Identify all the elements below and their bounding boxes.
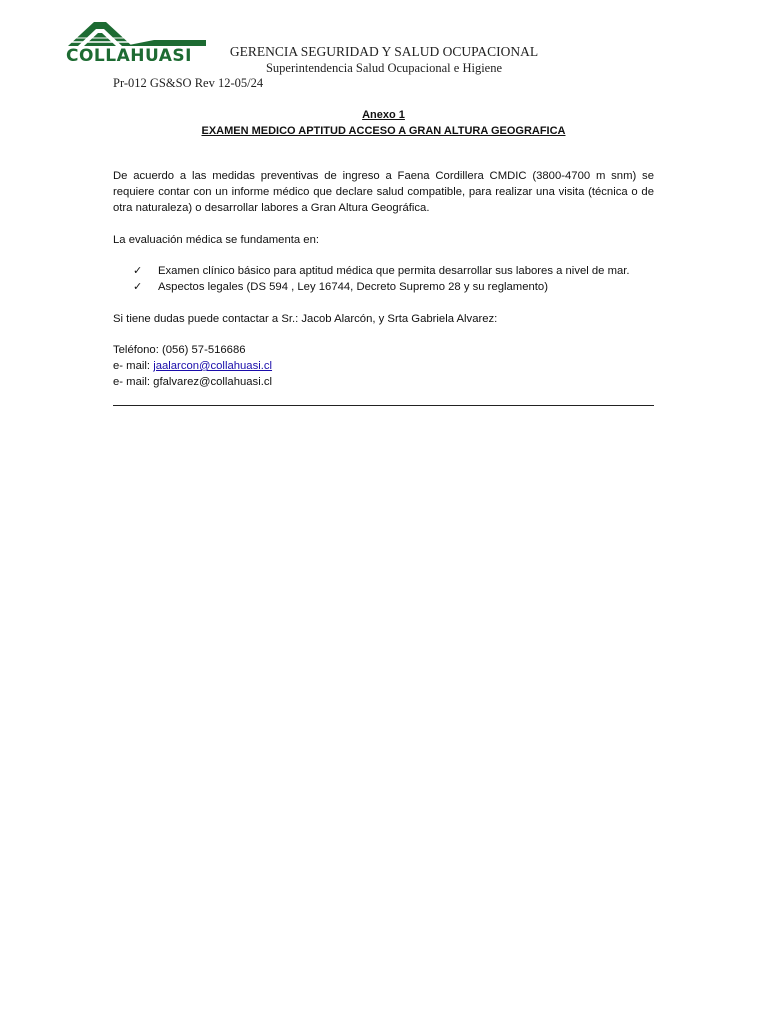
list-item (133, 279, 630, 295)
email-link[interactable]: jaalarcon@collahuasi.cl (153, 360, 273, 372)
check-icon: ✓ (133, 264, 143, 277)
header-subtitle: Superintendencia Salud Ocupacional e Higiene (265, 61, 503, 75)
check-icon: ✓ (133, 280, 143, 293)
email-prefix: e- mail: (113, 360, 154, 372)
requirements-list (133, 263, 630, 295)
contact-block (113, 342, 272, 390)
company-logo (64, 20, 206, 66)
document-code: Pr-012 GS&SO Rev 12-05/24 (113, 76, 264, 90)
intro-paragraph: De acuerdo a las medidas preventivas de ingreso a Faena Cordillera CMDIC (3800-4700 m snm) se requiere contar con un informe médico que declare salud compatible, para realizar una visita (técnica o de otra naturaleza) o desarrollar labores a Gran Altura Geográfica. (113, 170, 654, 214)
list-item (133, 263, 630, 279)
mountain-logo-icon (64, 20, 206, 48)
list-item-text: Aspectos legales (DS 594 , Ley 16744, Decreto Supremo 28 y su reglamento) (158, 281, 548, 293)
email-line: e- mail: gfalvarez@collahuasi.cl (113, 376, 273, 388)
phone-line: Teléfono: (056) 57-516686 (113, 344, 246, 356)
list-item-text: Examen clínico básico para aptitud médica que permita desarrollar sus labores a nivel de mar. (158, 265, 630, 277)
document-title: EXAMEN MEDICO APTITUD ACCESO A GRAN ALTURA GEOGRAFICA (201, 125, 566, 137)
email-line (113, 358, 272, 374)
divider (113, 405, 654, 406)
annex-label: Anexo 1 (362, 109, 405, 121)
evaluation-label: La evaluación médica se fundamenta en: (113, 234, 319, 246)
contact-intro: Si tiene dudas puede contactar a Sr.: Jacob Alarcón, y Srta Gabriela Alvarez: (113, 313, 498, 325)
header-title: GERENCIA SEGURIDAD Y SALUD OCUPACIONAL (229, 44, 539, 59)
logo-wordmark: COLLAHUASI (66, 46, 192, 66)
